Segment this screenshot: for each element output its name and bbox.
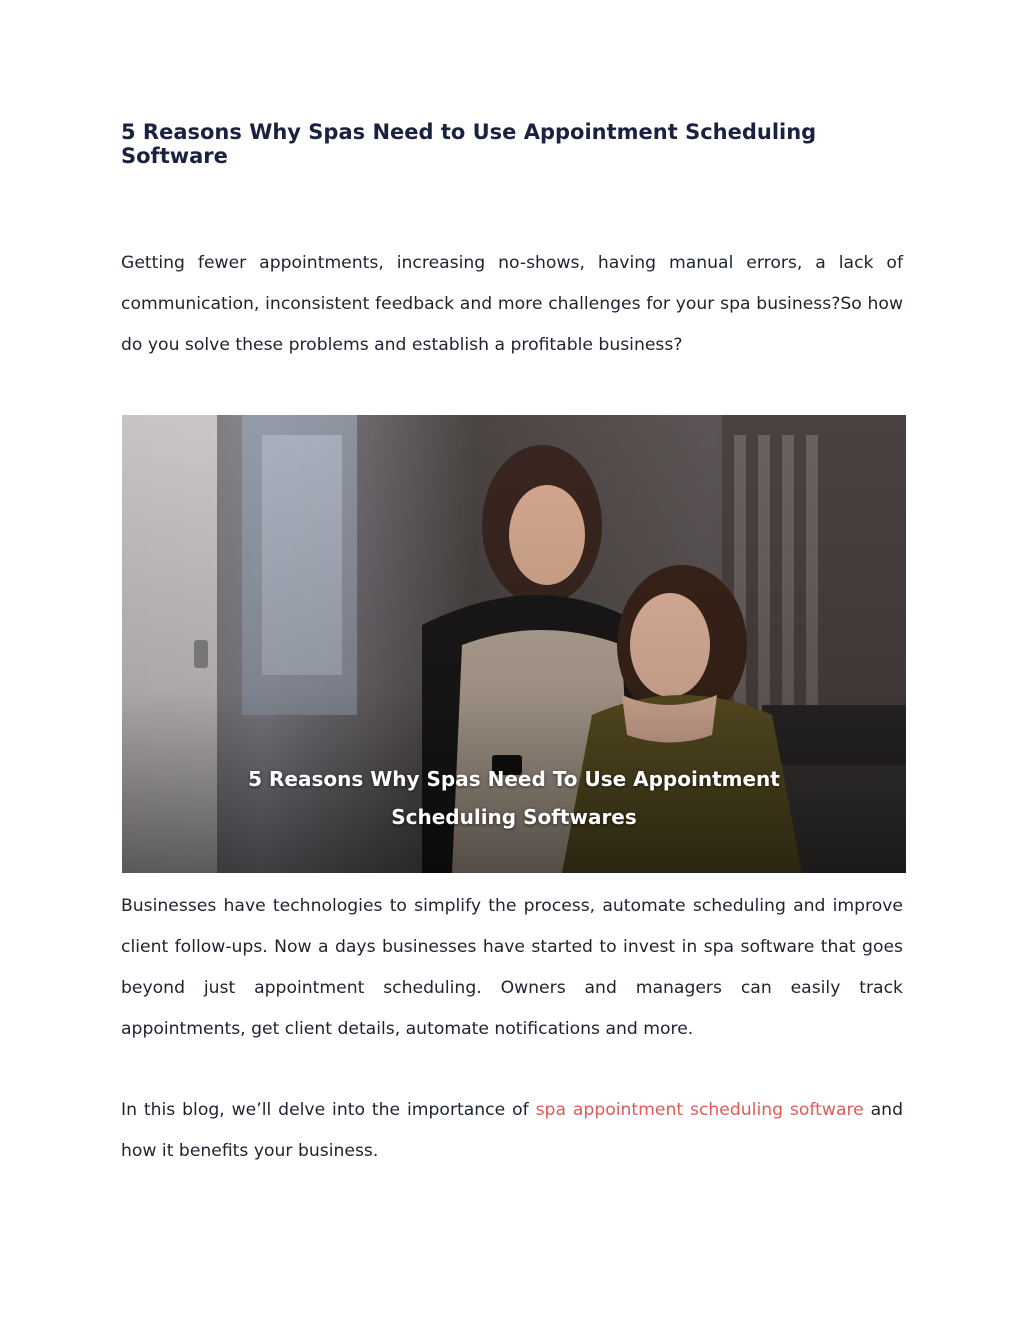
spa-software-link[interactable]: spa appointment scheduling software xyxy=(535,1100,864,1120)
blog-intro-paragraph xyxy=(121,1090,903,1172)
image-caption-line-1: 5 Reasons Why Spas Need To Use Appointment xyxy=(248,767,780,791)
blog-suffix-text: and how it benefits your business. xyxy=(121,1100,903,1161)
image-caption xyxy=(122,760,906,836)
blog-prefix-text: In this blog, we’ll delve into the importance of xyxy=(121,1100,536,1120)
intro-paragraph: Getting fewer appointments, increasing no-shows, having manual errors, a lack of communication, inconsistent feedback and more challenges for your spa business?So how do you solve these problems and establish a profitable business? xyxy=(121,253,903,355)
image-caption-line-2: Scheduling Softwares xyxy=(391,805,637,829)
hero-image xyxy=(122,415,906,873)
page-title: 5 Reasons Why Spas Need to Use Appointment Scheduling Software xyxy=(121,120,817,168)
body-paragraph: Businesses have technologies to simplify the process, automate scheduling and improve client follow-ups. Now a days businesses have started to invest in spa software that goes beyond just appointment scheduling. Owners and managers can easily track appointments, get client details, automate notifications and more. xyxy=(121,896,903,1039)
